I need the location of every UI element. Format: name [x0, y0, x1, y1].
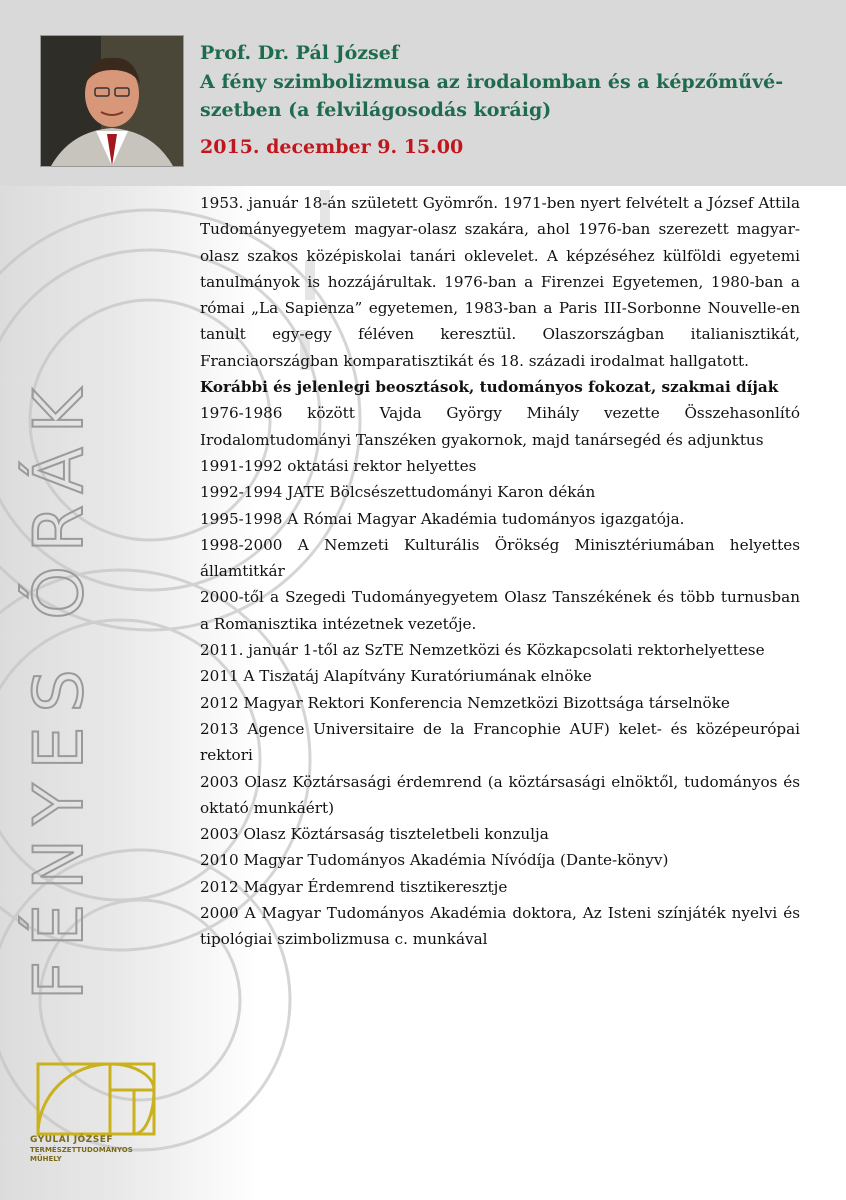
- list-item: 1991-1992 oktatási rektor helyettes: [200, 456, 477, 475]
- lecture-title: A fény szimbolizmusa az irodalomban és a képzőművé-szetben (a felvilágosodás koráig): [200, 71, 784, 121]
- series-title-vertical: FÉNYES ÓRÁK: [20, 374, 99, 1000]
- list-item: 2011 A Tiszatáj Alapítvány Kuratóriumának elnöke: [200, 667, 592, 686]
- list-item: 2003 Olasz Köztársasági érdemrend (a köztársasági elnöktől, tudományos és oktató munkáért): [200, 772, 800, 817]
- logo-line: TERMÉSZETTUDOMÁNYOS: [30, 1146, 133, 1154]
- lecture-header: [200, 40, 820, 160]
- list-item: 2003 Olasz Köztársaság tiszteletbeli konzulja: [200, 825, 549, 844]
- list-item: 2000 A Magyar Tudományos Akadémia doktora, Az Isteni színjáték nyelvi és tipológiai szimbolizmusa c. munkával: [200, 904, 800, 949]
- logo-line: GYULAI JÓZSEF: [30, 1135, 113, 1145]
- list-item: 1976-1986 között Vajda György Mihály vezette Összehasonlító Irodalomtudományi Tanszéken gyakornok, majd tanársegéd és adjunktus: [200, 404, 800, 449]
- logo-caption: [30, 1135, 133, 1164]
- list-item: 2011. január 1-től az SzTE Nemzetközi és Közkapcsolati rektorhelyettese: [200, 641, 765, 660]
- list-item: 2000-től a Szegedi Tudományegyetem Olasz Tanszékének és több turnusban a Romanisztika intézetnek vezetője.: [200, 588, 800, 633]
- speaker-name: Prof. Dr. Pál József: [200, 42, 399, 64]
- bio-paragraph: 1953. január 18-án született Gyömrőn. 1971-ben nyert felvételt a József Attila Tudományegyetem magyar-olasz szakára, ahol 1976-ban szerezett magyar-olasz szakos középiskolai tanári oklevelet. A képzéséhez külföldi egyetemi tanulmányok is hozzájárultak. 1976-ban a Firenzei Egyetemen, 1980-ban a római „La Sapienza” egyetemen, 1983-ban a Paris III-Sorbonne Nouvelle-en tanult egy-egy féléven keresztül. Olaszországban italianisztikát, Franciaországban komparatisztikát és 18. századi irodalmat hallgatott.: [200, 194, 800, 370]
- biography: [200, 190, 800, 953]
- list-item: 1992-1994 JATE Bölcsészettudományi Karon dékán: [200, 483, 596, 502]
- logo-line: MŰHELY: [30, 1155, 62, 1163]
- list-item: 2010 Magyar Tudományos Akadémia Nívódíja (Dante-könyv): [200, 851, 669, 870]
- lecture-date: 2015. december 9. 15.00: [200, 136, 464, 158]
- list-item: 2012 Magyar Érdemrend tisztikeresztje: [200, 877, 508, 896]
- list-item: 1995-1998 A Római Magyar Akadémia tudományos igazgatója.: [200, 509, 685, 528]
- list-item: 1998-2000 A Nemzeti Kulturális Örökség Minisztériumában helyettes államtitkár: [200, 535, 800, 581]
- list-item: 2012 Magyar Rektori Konferencia Nemzetközi Bizottsága társelnöke: [200, 693, 730, 712]
- section-heading: Korábbi és jelenlegi beosztások, tudományos fokozat, szakmai díjak: [200, 378, 779, 397]
- speaker-photo: [40, 35, 184, 167]
- list-item: 2013 Agence Universitaire de la Francophie AUF) kelet- és középeurópai rektori: [200, 719, 800, 765]
